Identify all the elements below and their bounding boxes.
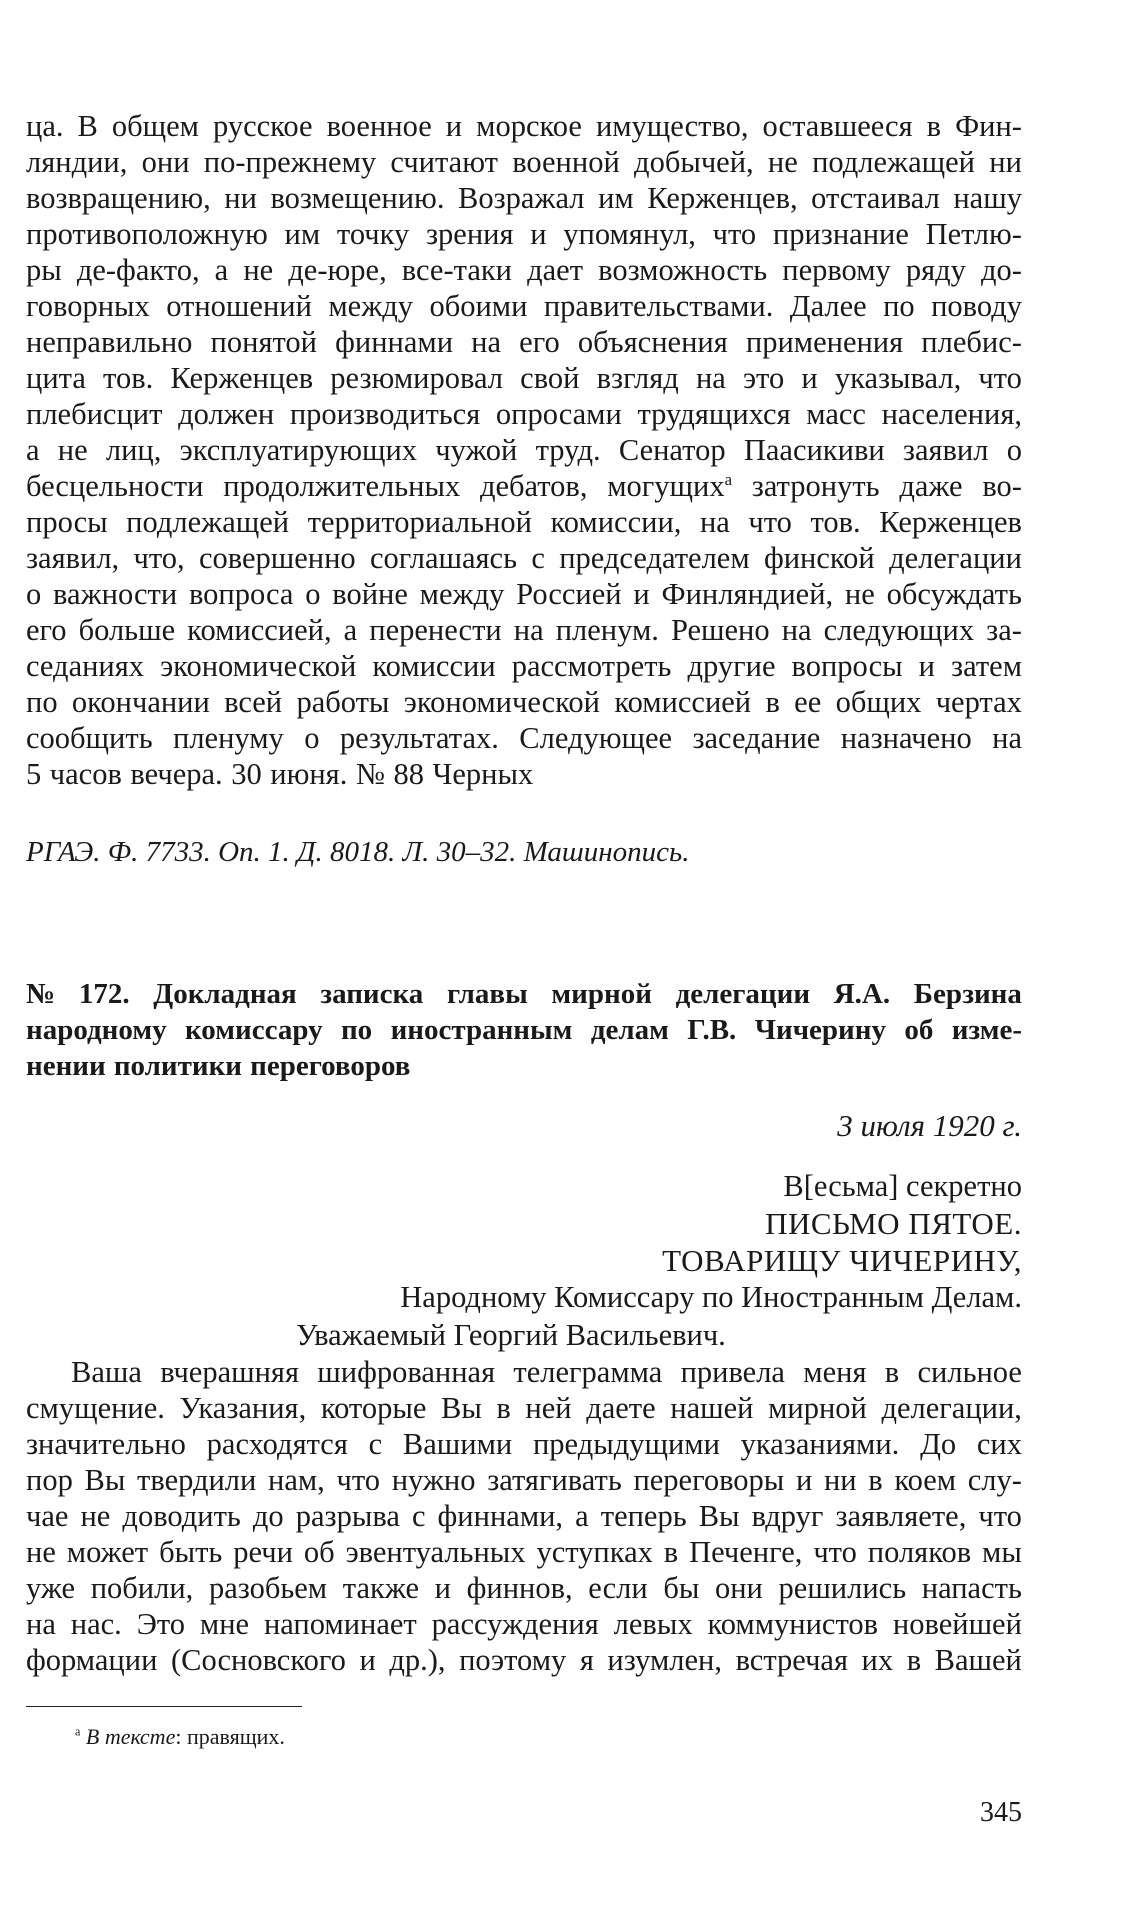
text-line: возвращению, ни возмещению. Возражал им Керженцев, отстаивал нашу [26, 181, 1022, 215]
footnote-marker: а [75, 1724, 81, 1739]
page-number: 345 [980, 1797, 1022, 1828]
text-line: ца. В общем русское военное и морское имущество, оставшееся в Фин- [26, 109, 1022, 143]
text-line: смущение. Указания, которые Вы в ней даете нашей мирной делегации, [26, 1391, 1022, 1425]
title-line: народному комиссару по иностранным делам Г.В. Чичерину об изме- [26, 1014, 1022, 1046]
text-line: значительно расходятся с Вашими предыдущими указаниями. До сих [26, 1427, 1022, 1461]
text-line: Ваша вчерашняя шифрованная телеграмма привела меня в сильное [71, 1355, 1022, 1389]
letter-body [26, 1354, 1022, 1678]
text-line: о важности вопроса о войне между Россией и Финляндией, не обсуждать [26, 577, 1022, 611]
text-line: говорных отношений между обоими правительствами. Далее по поводу [26, 289, 1022, 323]
title-line: № 172. Докладная записка главы мирной делегации Я.А. Берзина [26, 978, 1022, 1010]
footnote-text: : правящих. [175, 1724, 285, 1749]
continuation-text [26, 108, 1022, 792]
text-line: по окончании всей работы экономической комиссией в ее общих чертах [26, 685, 1022, 719]
text-line: не может быть речи об эвентуальных уступках в Печенге, что поляков мы [26, 1535, 1022, 1569]
text-line: заявил, что, совершенно соглашаясь с председателем финской делегации [26, 541, 1022, 575]
addressee-title: Народному Комиссару по Иностранным Делам. [400, 1280, 1022, 1314]
text-line: ры де-факто, а не де-юре, все-таки дает возможность первому ряду до- [26, 253, 1022, 287]
title-line: нении политики переговоров [26, 1050, 411, 1082]
archive-source-reference: РГАЭ. Ф. 7733. Оп. 1. Д. 8018. Л. 30–32. Машинопись. [26, 836, 690, 868]
text-line: седаниях экономической комиссии рассмотреть другие вопросы и затем [26, 649, 1022, 683]
salutation: Уважаемый Георгий Васильевич. [296, 1318, 726, 1352]
text-line: цита тов. Керженцев резюмировал свой взгляд на это и указывал, что [26, 361, 1022, 395]
text-line: а не лиц, эксплуатирующих чужой труд. Сенатор Паасикиви заявил о [26, 433, 1022, 467]
text-line: неправильно понятой финнами на его объяснения применения плебис- [26, 325, 1022, 359]
letter-number: ПИСЬМО ПЯТОЕ. [765, 1206, 1022, 1241]
document-date: 3 июля 1920 г. [837, 1108, 1022, 1143]
text-line: пор Вы твердили нам, что нужно затягивать переговоры и ни в коем слу- [26, 1463, 1022, 1497]
footnote [75, 1722, 285, 1752]
footnote-ref-marker: а [724, 469, 733, 489]
text-line: чае не доводить до разрыва с финнами, а теперь Вы вдруг заявляете, что [26, 1499, 1022, 1533]
text-line: его больше комиссией, а перенести на пленум. Решено на следующих за- [26, 613, 1022, 647]
text-line: уже побили, разобьем также и финнов, если бы они решились напасть [26, 1571, 1022, 1605]
text-line: ляндии, они по-прежнему считают военной добычей, не подлежащей ни [26, 145, 1022, 179]
text-line: бесцельности продолжительных дебатов, могущих$^а$ затронуть даже во- [26, 469, 1022, 503]
text-line: на нас. Это мне напоминает рассуждения левых коммунистов новейшей [26, 1607, 1022, 1641]
footnote-divider [26, 1706, 302, 1707]
text-line: плебисцит должен производиться опросами трудящихся масс населения, [26, 397, 1022, 431]
text-line: формации (Сосновского и др.), поэтому я изумлен, встречая их в Вашей [26, 1643, 1022, 1677]
text-line: 5 часов вечера. 30 июня. № 88 Черных [26, 757, 534, 791]
text-line: сообщить пленуму о результатах. Следующее заседание назначено на [26, 721, 1022, 755]
page-content [26, 108, 1022, 1678]
addressee: ТОВАРИЩУ ЧИЧЕРИНУ, [662, 1243, 1022, 1278]
document-title [26, 976, 1022, 1084]
secrecy-mark: В[есьма] секретно [783, 1169, 1022, 1203]
text-line: просы подлежащей территориальной комиссии, на что тов. Керженцев [26, 505, 1022, 539]
footnote-label: В тексте [85, 1724, 176, 1749]
text-line: противоположную им точку зрения и упомянул, что признание Петлю- [26, 217, 1022, 251]
